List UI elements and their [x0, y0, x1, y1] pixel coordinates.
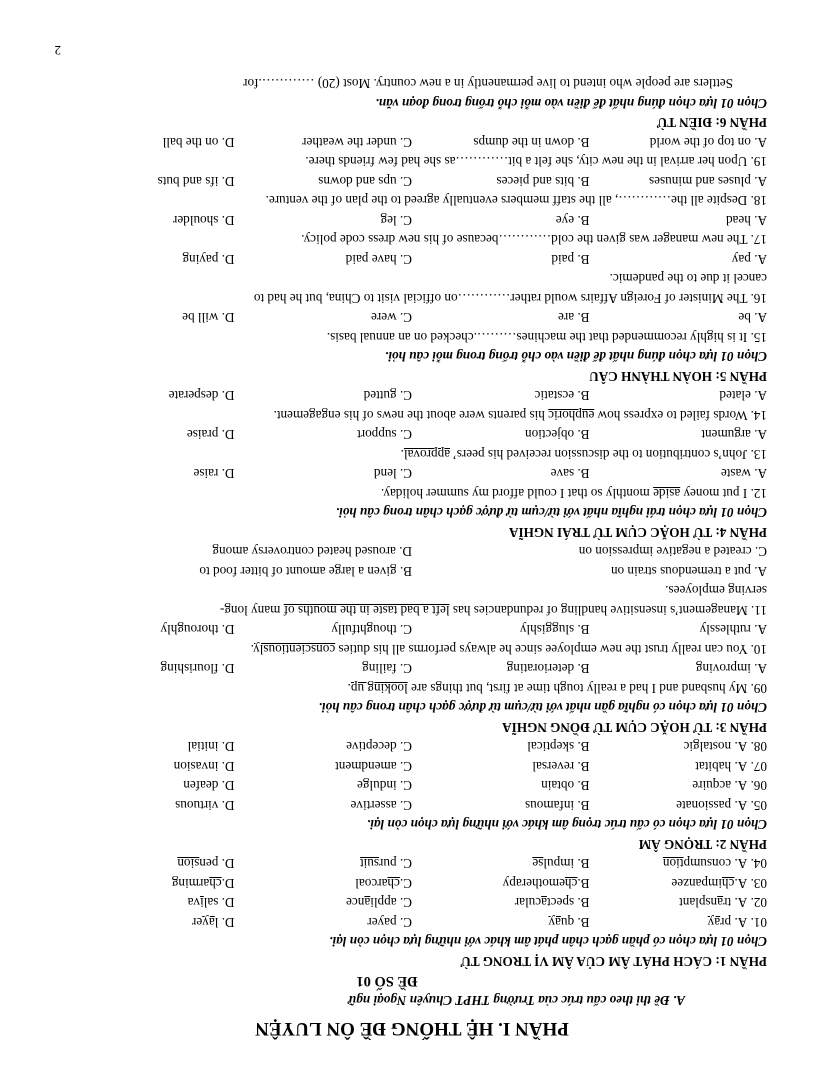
q18-option-a: A. pluses and minuses [649, 174, 767, 189]
question-number: 03. [750, 876, 767, 891]
q12-text-end: monthly so that I could afford my summer holiday. [380, 486, 654, 501]
question-02 [57, 893, 767, 913]
q04-option-c [235, 854, 413, 874]
q08-option-a [590, 737, 768, 757]
q14-option-a: A. elated [719, 388, 767, 404]
question-03 [57, 874, 767, 894]
q11-option-d: D. aroused heated controversy among [212, 544, 412, 560]
q05-option-d [57, 796, 235, 816]
option-underlined: ay [548, 915, 561, 930]
q07-option-c [235, 757, 413, 777]
option-underlined: a [364, 895, 371, 911]
q09-underlined: looking up [350, 681, 408, 696]
q13-option-b: B. objection [525, 427, 590, 443]
q12-option-a: A. waste [720, 466, 767, 482]
option-text: D. [221, 876, 235, 891]
part4-instruction: Chọn 01 lựa chọn trái nghĩa nhất với từ/cụm từ được gạch chân trong câu hỏi. [335, 505, 767, 521]
part2-heading: PHẦN 2: TRỌNG ÂM [638, 837, 767, 852]
q09-option-d: D. flourishing [160, 661, 235, 677]
q03-option-a [590, 874, 768, 894]
q13-options [57, 425, 767, 445]
q05-option-a [590, 796, 768, 816]
q09-option-b: B. deteriorating [506, 661, 590, 677]
question-number: 04. [750, 856, 767, 872]
q08-option-b [412, 737, 590, 757]
question-15: 15. It is highly recommended that the machines……….checked on an annual basis. [326, 330, 767, 345]
q16-option-a: A. pay [731, 252, 767, 267]
q18-options [57, 172, 767, 192]
question-number: 07. [750, 759, 767, 774]
q13-text-end: . [400, 447, 404, 462]
q13-option-a: A. argument [701, 427, 767, 443]
q16-option-c: C. have paid [345, 252, 412, 267]
q06-option-d [57, 776, 235, 796]
option-text: B. infamous [525, 798, 590, 813]
q01-option-a [590, 913, 768, 933]
q12-options [57, 464, 767, 484]
q09-options [57, 659, 767, 679]
option-text: A. [734, 876, 748, 891]
q10-option-b: B. sluggishly [519, 622, 590, 638]
part6-passage: Settlers are people who intend to live permanently in a new country. Most (20) ………….for [243, 76, 733, 92]
part1-heading: PHẦN 1: CÁCH PHÁT ÂM CỦA ÂM VỊ TRONG TỪ [460, 954, 767, 969]
option-text: A. consump [683, 856, 748, 872]
q11-option-c: C. created a negative impression on [578, 544, 767, 560]
option-text: B. [577, 876, 590, 891]
option-text-end: va [187, 895, 201, 911]
q17-options [57, 211, 767, 231]
q08-option-c [235, 737, 413, 757]
part1-questions [57, 854, 767, 932]
option-underlined: se [532, 856, 544, 872]
option-text: C. [399, 876, 412, 891]
q16-options [57, 250, 767, 270]
q03-option-d [57, 874, 235, 894]
q19-option-d: D. on the ball [162, 135, 235, 150]
option-text: B. qu [560, 915, 590, 930]
q13-text: 13. John’s contribution to the discussion received his peers’ [450, 447, 767, 462]
part2-instruction: Chọn 01 lựa chọn có cấu trúc trọng âm khác với những lựa chọn còn lại. [366, 817, 767, 833]
option-underlined: ch [721, 876, 735, 891]
option-text-end: emotherapy [502, 876, 565, 891]
option-text: A. passionate [676, 798, 748, 813]
option-text-end: arming [171, 876, 210, 891]
q12-text: 12. I put money [680, 486, 767, 501]
option-underlined: suit [359, 856, 380, 872]
option-text: D. l [214, 915, 235, 930]
question-19: 19. Upon her arrival in the new city, she felt a bit…………as she had few friends there. [305, 154, 767, 170]
q04-option-a [590, 854, 768, 874]
option-text: C. amendment [335, 759, 412, 774]
option-text-end: cular [514, 895, 542, 911]
option-underlined: tion [662, 856, 684, 872]
q07-option-d [57, 757, 235, 777]
option-text: C. appli [370, 895, 412, 911]
q01-option-b [412, 913, 590, 933]
q10-text: 10. You can really trust the new employee since he always performs all his duties [335, 642, 767, 657]
option-text-end: impanzee [671, 876, 722, 891]
q01-option-d [57, 913, 235, 933]
q17-option-b: B. eye [555, 213, 590, 228]
option-text: C. pay [377, 915, 412, 930]
q17-option-a: A. head [725, 213, 767, 228]
option-text: D. deafen [183, 778, 235, 794]
q12-underlined: aside [653, 486, 681, 501]
option-text: D. sal [203, 895, 235, 911]
q06-option-a [590, 776, 768, 796]
option-text: B. skeptical [527, 739, 590, 755]
q12-option-d: D. raise [193, 466, 235, 482]
q14-option-c: C. gutted [363, 388, 412, 404]
q02-option-c [235, 893, 413, 913]
part5-instruction: Chọn 01 lựa chọn đúng nhất để điền vào chỗ trống trong mỗi câu hỏi. [385, 349, 767, 365]
q18-option-c: C. ups and downs [318, 174, 412, 189]
q19-options [57, 133, 767, 153]
option-text-end: arcoal [355, 876, 388, 891]
q07-option-b [412, 757, 590, 777]
option-underlined: ch [387, 876, 400, 891]
option-text: C. indulge [357, 778, 412, 794]
q19-option-c: C. under the weather [302, 135, 412, 150]
option-underlined: a [717, 895, 724, 911]
q11-options-row2 [57, 542, 767, 562]
document-subtitle: A. Đề thi theo cấu trúc của Trường THPT Chuyên Ngoại ngữ [348, 993, 685, 1008]
option-text: B. obtain [541, 778, 590, 794]
option-text: C. assertive [350, 798, 412, 813]
q04-option-d [57, 854, 235, 874]
question-14 [57, 406, 767, 426]
question-07 [57, 757, 767, 777]
part3-instruction: Chọn 01 lựa chọn có nghĩa gần nhất với từ/cụm từ được gạch chân trong câu hỏi. [318, 700, 767, 716]
option-underlined: i [200, 895, 204, 911]
q07-option-a [590, 757, 768, 777]
q11-underlined: left a bad taste in the mouths of [283, 603, 450, 618]
option-text: D. invasion [173, 759, 235, 774]
q18-option-b: B. bits and pieces [496, 174, 590, 189]
q13-option-c: C. support [357, 427, 412, 443]
q12-option-b: B. save [550, 466, 590, 482]
question-13 [57, 445, 767, 465]
option-text: C. pur [379, 856, 412, 872]
part6-instruction: Chọn 01 lựa chọn đúng nhất để điền vào mỗi chỗ trống trong đoạn văn. [375, 96, 767, 111]
q16-option-b: B. paid [551, 252, 590, 267]
q13-option-d: D. praise [186, 427, 235, 443]
part1-instruction: Chọn 01 lựa chọn có phần gạch chân phát âm khác với những lựa chọn còn lại. [329, 934, 767, 950]
question-18: 18. Despite all the…………, all the staff members eventually agreed to the plan of the venture. [265, 193, 767, 209]
q09-option-c: C. failing [362, 661, 412, 677]
q16-option-d: D. paying [182, 252, 235, 267]
q14-option-d: D. desperate [168, 388, 235, 404]
option-text: A. acquire [692, 778, 748, 794]
option-text: B. reversal [532, 759, 590, 774]
q03-option-c [235, 874, 413, 894]
q11-continuation: serving employees. [665, 583, 767, 599]
question-number: 08. [750, 739, 767, 755]
q18-option-d: D. ifs and buts [157, 174, 235, 189]
question-number: 06. [750, 778, 767, 794]
option-text: A. nostalgic [683, 739, 748, 755]
q10-option-d: D. thoroughly [160, 622, 235, 638]
q15-option-c: C. were [370, 310, 412, 326]
question-10 [57, 640, 767, 660]
document-title: PHẦN I. HỆ THỐNG ĐỀ ÔN LUYỆN [255, 1018, 569, 1039]
question-05 [57, 796, 767, 816]
q13-underlined: approval [403, 447, 451, 462]
option-text-end: er [192, 915, 203, 930]
option-underlined: ch [209, 876, 222, 891]
q15-options [57, 308, 767, 328]
q09-text-end: . [347, 681, 351, 696]
question-11 [57, 601, 767, 621]
option-underlined: ay [707, 915, 721, 930]
question-number: 05. [750, 798, 767, 813]
q11-text-end: many long- [219, 603, 284, 618]
q02-option-a [590, 893, 768, 913]
q10-text-end: . [250, 642, 255, 657]
q14-underlined: euphoric [548, 408, 595, 423]
part5-heading: PHẦN 5: HOÀN THÀNH CÂU [589, 369, 767, 384]
q01-option-c [235, 913, 413, 933]
q05-option-c [235, 796, 413, 816]
q08-option-d [57, 737, 235, 757]
option-underlined: a [541, 895, 547, 911]
q17-option-c: C. leg [380, 213, 412, 228]
question-08 [57, 737, 767, 757]
q05-option-b [412, 796, 590, 816]
q19-option-a: A. on top of the world [649, 135, 767, 150]
q11-text: 11. Management’s insensitive handling of redundancies has [449, 603, 767, 618]
q06-option-b [412, 776, 590, 796]
q12-option-c: C. lend [373, 466, 412, 482]
question-01 [57, 913, 767, 933]
q11-option-a: A. put a tremendous strain on [610, 564, 767, 579]
option-text: A. habitat [695, 759, 748, 774]
q02-option-b [412, 893, 590, 913]
option-text: D. initial [187, 739, 235, 755]
q14-options [57, 386, 767, 406]
question-number: 02. [750, 895, 767, 911]
option-text: D. virtuous [175, 798, 235, 813]
option-text: D. pen [199, 856, 235, 872]
option-underlined: sion [177, 856, 200, 872]
question-16: 16. The Minister of Foreign Affairs would rather…………on official visit to China, but he had to [253, 291, 767, 306]
q02-option-d [57, 893, 235, 913]
document-content [57, 74, 767, 1046]
q06-option-c [235, 776, 413, 796]
option-text-end: nsplant [679, 895, 718, 911]
option-text-end: nce [346, 895, 365, 911]
q10-option-c: C. thoughtfully [331, 622, 412, 638]
q14-option-b: B. ecstatic [534, 388, 590, 404]
part3-heading: PHẦN 3: TỪ HOẶC CỤM TỪ ĐỒNG NGHĨA [502, 720, 767, 735]
part6-heading: PHẦN 6: ĐIỀN TỪ [656, 115, 767, 131]
q03-option-b [412, 874, 590, 894]
option-text: B. spect [547, 895, 590, 911]
question-12 [57, 484, 767, 504]
option-text: A. tr [723, 895, 748, 911]
q15-option-a: A. be [738, 310, 767, 326]
q14-text: 14. Words failed to express how [594, 408, 767, 423]
question-04 [57, 854, 767, 874]
q14-text-end: his parents were about the news of his engagement. [273, 408, 549, 423]
q19-option-b: B. down in the dumps [473, 135, 590, 150]
q11-options-row1 [57, 562, 767, 582]
q15-option-d: D. will be [182, 310, 235, 326]
q04-option-b [412, 854, 590, 874]
option-underlined: ch [564, 876, 578, 891]
option-text: A. pr [720, 915, 748, 930]
q10-option-a: A. ruthlessly [699, 622, 767, 638]
option-text: C. deceptive [346, 739, 412, 755]
option-text-end: er [367, 915, 378, 930]
question-17: 17. The new manager was given the cold…………because of his new dress code policy. [301, 232, 767, 248]
q09-text: 09. My husband and I had a really tough time at first, but things are [407, 681, 767, 696]
exam-label: ĐỀ SỐ 01 [356, 973, 418, 990]
question-09 [57, 679, 767, 699]
q09-option-a: A. improving [695, 661, 767, 677]
q11-option-b: B. given a large amount of bitter food to [199, 564, 412, 579]
q15-option-b: B. are [558, 310, 590, 326]
question-06 [57, 776, 767, 796]
q10-options [57, 620, 767, 640]
q17-option-d: D. shoulder [172, 213, 235, 228]
option-text: B. impul [543, 856, 590, 872]
page-number: 2 [54, 43, 61, 58]
q10-underlined: conscientiously [254, 642, 336, 657]
q16-continuation: cancel it due to the pandemic. [609, 271, 767, 287]
part2-questions [57, 737, 767, 815]
part4-heading: PHẦN 4: TỪ HOẶC CỤM TỪ TRÁI NGHĨA [508, 525, 767, 540]
option-underlined: ay [202, 915, 215, 930]
question-number: 01. [750, 915, 767, 930]
